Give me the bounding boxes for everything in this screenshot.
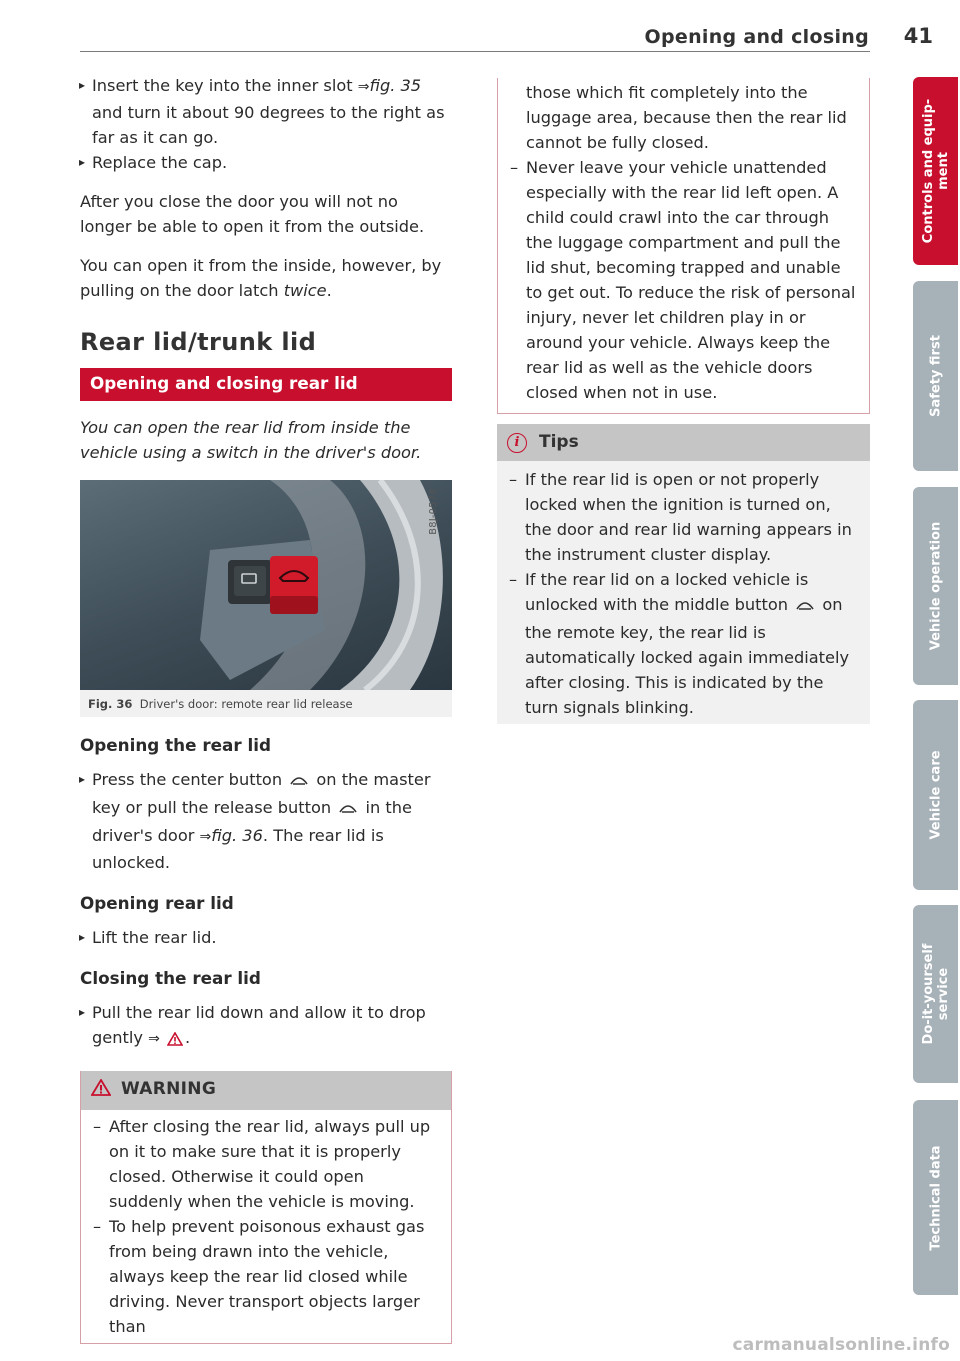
instruction-text: on the master key or pull the release button <box>92 770 431 817</box>
instruction-text: in the driver's door <box>92 798 412 845</box>
figure-link[interactable]: fig. 35 <box>369 76 422 95</box>
page-number: 41 <box>903 24 933 48</box>
figure-caption <box>80 690 452 717</box>
warning-item: – After closing the rear lid, always pull up on it to make sure that it is properly closed. Otherwise it could open suddenly when the vehicle is moving. <box>81 1114 439 1214</box>
tips-header <box>497 424 870 461</box>
tab-label: Vehicle operation <box>928 521 943 651</box>
tips-title: Tips <box>539 432 579 452</box>
trunk-icon <box>289 770 309 795</box>
right-column <box>497 78 870 724</box>
tip-text: on the remote key, the rear lid is automatically locked again immediately after closing. This is indicated by the turn signals blinking. <box>525 595 850 717</box>
tab-safety-first[interactable] <box>913 281 958 471</box>
figure-label: Fig. 36 <box>88 697 133 711</box>
warning-triangle-icon[interactable] <box>167 1028 183 1053</box>
tab-vehicle-operation[interactable] <box>913 487 958 685</box>
watermark: carmanualsonline.info <box>732 1335 950 1355</box>
subheading-closing-the-rear-lid: Closing the rear lid <box>80 968 261 988</box>
tab-technical-data[interactable] <box>913 1100 958 1295</box>
topic-intro: You can open the rear lid from inside the vehicle using a switch in the driver's door. <box>80 418 422 462</box>
tab-label: Technical data <box>928 1144 943 1251</box>
tip-item: – If the rear lid is open or not properly locked when the ignition is turned on, the door and rear lid warning appears in the instrument cluster display. <box>497 467 858 567</box>
running-header: Opening and closing <box>644 26 869 48</box>
ref-arrow-icon: ⇒ <box>357 79 370 95</box>
instruction-press-button <box>80 767 452 875</box>
trunk-icon <box>338 798 358 823</box>
instruction-text: Pull the rear lid down and allow it to drop gently <box>92 1003 426 1047</box>
tips-box <box>497 424 870 724</box>
ref-arrow-icon: ⇒ <box>148 1031 160 1047</box>
door-switch-illustration <box>80 480 452 690</box>
instruction-lift-lid: ▸ Lift the rear lid. <box>80 925 452 950</box>
figure-code: B8J-0578 <box>428 488 439 535</box>
tab-label: Vehicle care <box>928 750 943 840</box>
instruction-text: Insert the key into the inner slot <box>92 76 353 95</box>
warning-triangle-icon <box>91 1079 111 1104</box>
tips-body <box>497 461 870 724</box>
warning-item-continued: those which fit completely into the luggage area, because then the rear lid cannot be fully closed. <box>526 83 847 152</box>
paragraph-door-close: After you close the door you will not no longer be able to open it from the outside. <box>80 192 425 236</box>
tab-do-it-yourself-service[interactable] <box>913 905 958 1083</box>
instruction-replace-cap: ▸ Replace the cap. <box>80 150 452 175</box>
emphasis: twice <box>283 281 327 300</box>
section-title: Rear lid/trunk lid <box>80 328 317 356</box>
instruction-insert-key <box>80 73 452 150</box>
figure-door-switch <box>80 480 452 690</box>
info-icon: i <box>507 433 527 453</box>
subheading-opening-the-rear-lid: Opening the rear lid <box>80 735 271 755</box>
warning-item: – To help prevent poisonous exhaust gas from being drawn into the vehicle, always keep the rear lid closed while driving. Never transport objects larger than <box>81 1214 439 1339</box>
warning-title: WARNING <box>121 1079 217 1099</box>
warning-box <box>80 1071 452 1344</box>
left-column <box>80 73 452 1344</box>
warning-body <box>81 1110 451 1343</box>
instruction-text: Press the center button <box>92 770 283 789</box>
instruction-text: . The rear lid is unlocked. <box>92 826 384 872</box>
trunk-icon <box>795 595 815 620</box>
paragraph-open-inside: You can open it from the inside, however, by pulling on the door latch twice. <box>80 256 442 300</box>
ref-arrow-icon: ⇒ <box>199 829 212 845</box>
tab-vehicle-care[interactable] <box>913 700 958 890</box>
tab-label: Safety first <box>928 335 943 417</box>
tip-text: If the rear lid on a locked vehicle is unlocked with the middle button <box>525 570 809 614</box>
tab-controls-and-equipment[interactable] <box>913 77 958 265</box>
tab-label: Do-it-yourself service <box>920 943 951 1045</box>
warning-box-continued <box>497 78 870 414</box>
topic-banner: Opening and closing rear lid <box>80 368 452 401</box>
instruction-text: and turn it about 90 degrees to the right as far as it can go. <box>92 103 445 147</box>
instruction-pull-down: ▸ Pull the rear lid down and allow it to drop gently ⇒ . <box>80 1000 452 1053</box>
tip-item <box>497 567 858 720</box>
figure-caption-text: Driver's door: remote rear lid release <box>139 697 353 711</box>
subheading-opening-rear-lid: Opening rear lid <box>80 893 234 913</box>
warning-header <box>81 1071 451 1110</box>
paragraph-text: You can open it from the inside, however, by pulling on the door latch <box>80 256 442 300</box>
figure-link[interactable]: fig. 36 <box>211 826 263 845</box>
header-rule <box>80 51 870 52</box>
warning-item: – Never leave your vehicle unattended especially with the rear lid left open. A child could crawl into the car through the luggage compartment and pull the lid shut, becoming trapped and unable to get out. To reduce the risk of personal injury, never let children play in or around your vehicle. Always keep the rear lid as well as the vehicle doors closed when not in use. <box>498 155 857 405</box>
tab-label: Controls and equip- ment <box>920 98 951 244</box>
